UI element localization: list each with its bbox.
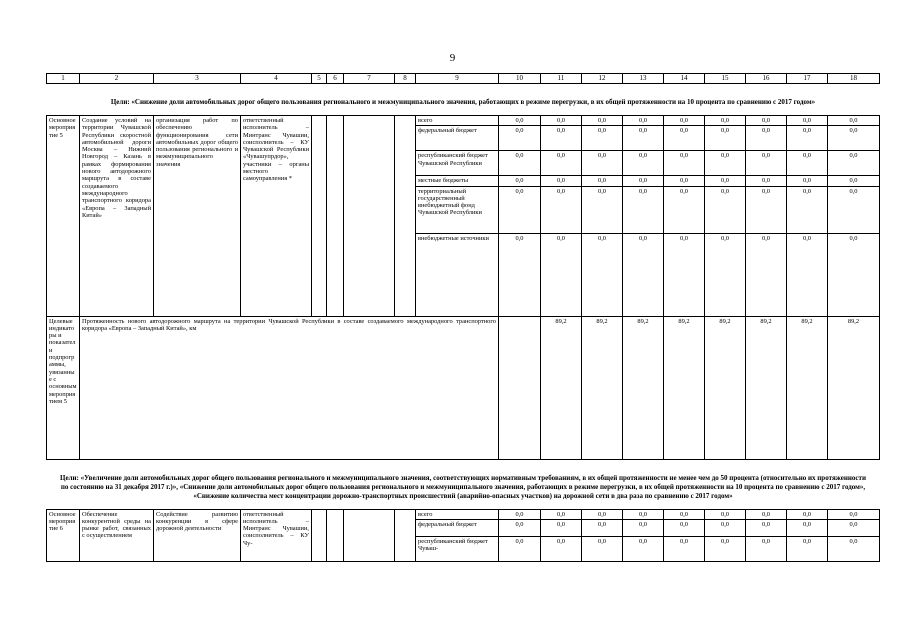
funding-value: 0,0 — [787, 536, 828, 561]
funding-value: 0,0 — [828, 233, 880, 316]
funding-value: 0,0 — [787, 151, 828, 176]
funding-value: 0,0 — [746, 233, 787, 316]
funding-value: 0,0 — [705, 176, 746, 186]
funding-value: 0,0 — [705, 536, 746, 561]
indicator-value: 89,2 — [582, 316, 623, 459]
main-activity-5-title: Основное мероприятие 5 — [47, 116, 80, 317]
funding-value: 0,0 — [623, 536, 664, 561]
indicator-value: 89,2 — [705, 316, 746, 459]
funding-value: 0,0 — [541, 186, 582, 233]
funding-value: 0,0 — [541, 151, 582, 176]
column-number: 5 — [312, 74, 327, 84]
empty-cell — [327, 116, 344, 317]
funding-value: 0,0 — [828, 509, 880, 519]
funding-value: 0,0 — [705, 519, 746, 536]
funding-value: 0,0 — [746, 536, 787, 561]
funding-value: 0,0 — [664, 151, 705, 176]
funding-value: 0,0 — [746, 186, 787, 233]
funding-value: 0,0 — [664, 233, 705, 316]
funding-value: 0,0 — [828, 126, 880, 151]
main-activity-5-executors: ответственный исполнитель – Минтранс Чувашии, соисполнитель – КУ Чувашской Республики «Чувашупрдор», участники – органы местного самоуправления * — [241, 116, 312, 317]
funding-value: 0,0 — [746, 126, 787, 151]
funding-value: 0,0 — [541, 176, 582, 186]
funding-value: 0,0 — [499, 126, 541, 151]
funding-value: 0,0 — [664, 126, 705, 151]
funding-value: 0,0 — [541, 233, 582, 316]
program-table — [46, 73, 880, 562]
funding-source: внебюджетные источники — [416, 233, 499, 316]
main-activity-6-task: Содействие развитию конкуренции в сфере дорожной деятельности — [154, 509, 241, 561]
column-number: 7 — [344, 74, 395, 84]
column-number: 6 — [327, 74, 344, 84]
indicator-value: 89,2 — [664, 316, 705, 459]
column-number: 14 — [664, 74, 705, 84]
funding-value: 0,0 — [499, 536, 541, 561]
page-number: 9 — [449, 52, 456, 64]
funding-value: 0,0 — [541, 116, 582, 126]
funding-value: 0,0 — [746, 116, 787, 126]
column-number: 13 — [623, 74, 664, 84]
goal-heading: Цели: «Увеличение доли автомобильных дорог общего пользования регионального и межмуниципального значения, соответствующих нормативным требованиям, в их общей протяженности не менее чем до 50 процента (относительно их протяженности по состоянию на 31 декабря 2017 г.)», «Снижение доли автомобильных дорог общего пользования регионального и межмуниципального значения, работающих в режиме перегрузки, в их общей протяженности на 10 процента по сравнению с 2017 годом», «Снижение количества мест концентрации дорожно-транспортных происшествий (аварийно-опасных участков) на дорожной сети в два раза по сравнению с 2017 годом» — [47, 459, 880, 509]
column-number: 4 — [241, 74, 312, 84]
funding-value: 0,0 — [541, 536, 582, 561]
funding-value: 0,0 — [664, 519, 705, 536]
funding-value: 0,0 — [705, 233, 746, 316]
table-header-row — [47, 74, 880, 84]
funding-value: 0,0 — [582, 536, 623, 561]
funding-source: республиканский бюджет Чувашской Республики — [416, 151, 499, 176]
funding-value: 0,0 — [582, 151, 623, 176]
column-number: 17 — [787, 74, 828, 84]
funding-value: 0,0 — [828, 151, 880, 176]
funding-value: 0,0 — [623, 519, 664, 536]
funding-value: 0,0 — [582, 519, 623, 536]
funding-source: федеральный бюджет — [416, 519, 499, 536]
column-number: 9 — [416, 74, 499, 84]
funding-value: 0,0 — [664, 176, 705, 186]
indicator-value: 89,2 — [623, 316, 664, 459]
column-number: 10 — [499, 74, 541, 84]
indicator-label: Целевые индикаторы и показатели подпрограммы, увязанные с основным мероприятием 5 — [47, 316, 80, 459]
funding-value: 0,0 — [787, 176, 828, 186]
funding-value: 0,0 — [623, 151, 664, 176]
funding-source: территориальный государственный внебюджетный фонд Чувашской Республики — [416, 186, 499, 233]
indicator-value: 89,2 — [746, 316, 787, 459]
funding-value: 0,0 — [787, 186, 828, 233]
indicator-value: 89,2 — [541, 316, 582, 459]
funding-value: 0,0 — [828, 176, 880, 186]
funding-value: 0,0 — [582, 233, 623, 316]
funding-source: республиканский бюджет Чуваш- — [416, 536, 499, 561]
column-number: 15 — [705, 74, 746, 84]
column-number: 2 — [80, 74, 154, 84]
funding-value: 0,0 — [623, 176, 664, 186]
empty-cell — [395, 509, 416, 561]
funding-value: 0,0 — [499, 519, 541, 536]
empty-cell — [395, 116, 416, 317]
empty-cell — [344, 509, 395, 561]
funding-source: всего — [416, 116, 499, 126]
column-number: 1 — [47, 74, 80, 84]
funding-source: всего — [416, 509, 499, 519]
funding-value: 0,0 — [664, 536, 705, 561]
main-activity-6-title: Основное мероприятие 6 — [47, 509, 80, 561]
main-activity-6-description: Обеспечение конкурентной среды на рынке работ, связанных с осуществлением — [80, 509, 154, 561]
column-number: 12 — [582, 74, 623, 84]
main-activity-5-description: Создание условий на территории Чувашской Республики скоростной автомобильной дороги Москва – Нижний Новгород – Казань в рамках формирования нового автодорожного маршрута в составе создаваемого международного транспортного коридора «Европа – Западный Китай» — [80, 116, 154, 317]
funding-value: 0,0 — [746, 519, 787, 536]
indicator-value: 89,2 — [787, 316, 828, 459]
funding-value: 0,0 — [499, 151, 541, 176]
main-activity-6-row — [47, 509, 880, 519]
funding-value: 0,0 — [746, 151, 787, 176]
funding-value: 0,0 — [499, 233, 541, 316]
funding-value: 0,0 — [828, 186, 880, 233]
funding-value: 0,0 — [582, 186, 623, 233]
funding-value: 0,0 — [582, 116, 623, 126]
funding-value: 0,0 — [582, 176, 623, 186]
funding-value: 0,0 — [664, 186, 705, 233]
funding-source: федеральный бюджет — [416, 126, 499, 151]
empty-cell — [327, 509, 344, 561]
column-number: 18 — [828, 74, 880, 84]
empty-cell — [499, 316, 541, 459]
empty-cell — [312, 509, 327, 561]
funding-value: 0,0 — [828, 519, 880, 536]
funding-value: 0,0 — [664, 509, 705, 519]
funding-value: 0,0 — [787, 519, 828, 536]
funding-value: 0,0 — [705, 151, 746, 176]
column-number: 16 — [746, 74, 787, 84]
funding-value: 0,0 — [705, 116, 746, 126]
column-number: 3 — [154, 74, 241, 84]
funding-value: 0,0 — [787, 233, 828, 316]
funding-value: 0,0 — [623, 186, 664, 233]
goal-heading: Цели: «Снижение доли автомобильных дорог общего пользования регионального и межмуниципального значения, работающих в режиме перегрузки, в их общей протяженности на 10 процента по сравнению с 2017 годом» — [47, 84, 880, 116]
funding-value: 0,0 — [705, 509, 746, 519]
funding-value: 0,0 — [746, 176, 787, 186]
column-number: 11 — [541, 74, 582, 84]
indicator-text: Протяженность нового автодорожного маршрута на территории Чувашской Республики в составе создаваемого международного транспортного коридора «Европа – Западный Китай», км — [80, 316, 499, 459]
funding-value: 0,0 — [787, 116, 828, 126]
empty-cell — [344, 116, 395, 317]
main-activity-5-row — [47, 116, 880, 126]
funding-value: 0,0 — [623, 116, 664, 126]
goal-row — [47, 459, 880, 509]
funding-value: 0,0 — [499, 186, 541, 233]
indicator-row — [47, 316, 880, 459]
funding-value: 0,0 — [541, 126, 582, 151]
funding-value: 0,0 — [499, 116, 541, 126]
funding-value: 0,0 — [705, 126, 746, 151]
main-activity-5-task: организация работ по обеспечению функционирования сети автомобильных дорог общего пользования регионального и межмуниципального значения — [154, 116, 241, 317]
funding-value: 0,0 — [582, 509, 623, 519]
funding-value: 0,0 — [623, 233, 664, 316]
goal-row — [47, 84, 880, 116]
indicator-value: 89,2 — [828, 316, 880, 459]
funding-value: 0,0 — [664, 116, 705, 126]
column-number: 8 — [395, 74, 416, 84]
funding-value: 0,0 — [582, 126, 623, 151]
funding-value: 0,0 — [746, 509, 787, 519]
funding-value: 0,0 — [541, 509, 582, 519]
funding-value: 0,0 — [828, 116, 880, 126]
funding-value: 0,0 — [828, 536, 880, 561]
empty-cell — [312, 116, 327, 317]
funding-value: 0,0 — [623, 126, 664, 151]
funding-value: 0,0 — [623, 509, 664, 519]
funding-value: 0,0 — [787, 126, 828, 151]
funding-source: местные бюджеты — [416, 176, 499, 186]
funding-value: 0,0 — [787, 509, 828, 519]
funding-value: 0,0 — [499, 176, 541, 186]
funding-value: 0,0 — [705, 186, 746, 233]
main-activity-6-executors: ответственный исполнитель – Минтранс Чувашии, соисполнитель – КУ Чу- — [241, 509, 312, 561]
funding-value: 0,0 — [499, 509, 541, 519]
funding-value: 0,0 — [541, 519, 582, 536]
